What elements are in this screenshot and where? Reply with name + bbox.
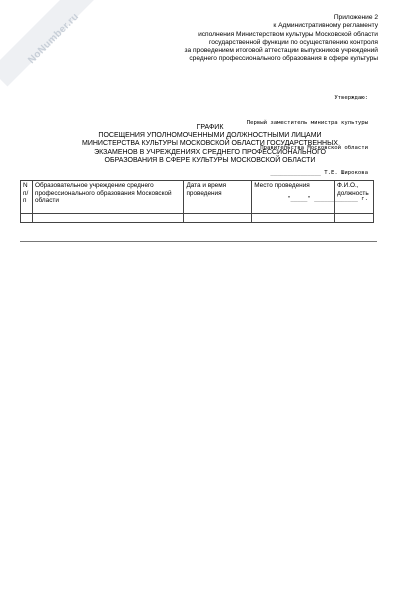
table-cell — [21, 214, 33, 223]
approval-line: "_____" _____________ г. — [287, 195, 368, 202]
document-heading — [40, 124, 380, 165]
appendix-block — [118, 14, 378, 64]
heading-line: ОБРАЗОВАНИЯ В СФЕРЕ КУЛЬТУРЫ МОСКОВСКОЙ ОБЛАСТИ — [104, 156, 316, 164]
heading-line: ПОСЕЩЕНИЯ УПОЛНОМОЧЕННЫМИ ДОЛЖНОСТНЫМИ ЛИЦАМИ — [98, 132, 322, 140]
appendix-line: государственной функции по осуществлению контроля — [208, 38, 378, 46]
header-cell-place: Место проведения — [252, 181, 335, 214]
table-cell — [184, 214, 252, 223]
header-cell-person: Ф.И.О., должность — [334, 181, 373, 214]
schedule-table — [20, 180, 374, 223]
header-cell-datetime: Дата и время проведения — [184, 181, 252, 214]
watermark: NoNumber.ru — [26, 11, 82, 67]
table-header-row — [21, 181, 374, 214]
heading-line: МИНИСТЕРСТВА КУЛЬТУРЫ МОСКОВСКОЙ ОБЛАСТИ ГОСУДАРСТВЕННЫХ — [82, 140, 338, 148]
table-cell — [32, 214, 183, 223]
approval-line: Первый заместитель министра культуры — [246, 120, 368, 127]
approval-line: _______________ Т.Е. Широкова — [270, 170, 368, 177]
table-row — [21, 214, 374, 223]
appendix-line: Приложение 2 — [333, 14, 378, 21]
heading-line: ЭКЗАМЕНОВ В УЧРЕЖДЕНИЯХ СРЕДНЕГО ПРОФЕССИОНАЛЬНОГО — [94, 148, 326, 156]
header-cell-institution: Образовательное учреждение среднего профессионального образования Московской области — [32, 181, 183, 214]
header-cell-number: N п/п — [21, 181, 33, 214]
heading-title: ГРАФИК — [196, 124, 224, 131]
appendix-line: к Административному регламенту — [273, 22, 378, 30]
approval-line: Правительства Московской области — [260, 145, 368, 152]
appendix-line: за проведением итоговой аттестации выпускников учреждений — [184, 47, 378, 55]
appendix-line: исполнения Министерством культуры Московской области — [198, 30, 378, 38]
appendix-line: среднего профессионального образования в сфере культуры — [189, 55, 378, 63]
bottom-divider — [20, 241, 377, 242]
table-cell — [334, 214, 373, 223]
approval-line: Утверждаю: — [334, 94, 368, 101]
table-cell — [252, 214, 335, 223]
